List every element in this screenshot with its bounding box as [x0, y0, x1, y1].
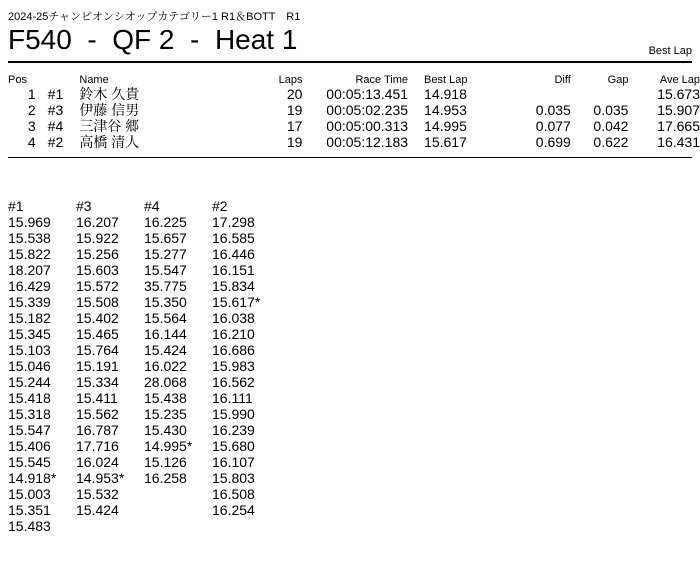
lap-time: 15.402 [76, 310, 119, 326]
cell-race-time: 00:05:13.451 [326, 86, 409, 102]
lap-time: 15.235 [144, 406, 187, 422]
lap-time: 16.225 [144, 214, 187, 230]
cell-name: 伊藤 信男 [79, 102, 140, 118]
lap-time: 15.334 [76, 374, 119, 390]
cell-pos: 3 [27, 118, 36, 134]
lap-time: 15.438 [144, 390, 187, 406]
lap-time: 15.350 [144, 294, 187, 310]
lap-column [212, 198, 280, 534]
col-race-time: Race Time [355, 74, 409, 86]
lap-time: 15.103 [8, 342, 51, 358]
cell-gap: 0.035 [593, 102, 629, 118]
cell-ave-lap: 15.673 [657, 86, 700, 102]
lap-column-header: #3 [76, 198, 92, 214]
lap-time: 15.424 [144, 342, 187, 358]
cell-number: #4 [47, 118, 64, 134]
lap-time: 15.411 [76, 390, 118, 406]
lap-time: 16.239 [212, 422, 255, 438]
lap-time: 15.803 [212, 470, 255, 486]
results-divider [8, 157, 692, 158]
cell-name: 高橋 清人 [79, 134, 140, 150]
cell-laps: 19 [286, 134, 303, 150]
lap-time: 16.254 [212, 502, 255, 518]
col-ave-lap: Ave Lap [659, 74, 700, 86]
col-gap: Gap [607, 74, 629, 86]
lap-time: 15.256 [76, 246, 119, 262]
lap-time: 16.787 [76, 422, 119, 438]
col-best-lap: Best Lap [424, 74, 468, 86]
lap-column-header: #1 [8, 198, 24, 214]
lap-time: 15.191 [76, 358, 119, 374]
page-title: F540 - QF 2 - Heat 1 [8, 24, 298, 55]
lap-time: 15.969 [8, 214, 51, 230]
cell-race-time: 00:05:12.183 [326, 134, 409, 150]
cell-race-time: 00:05:02.235 [326, 102, 409, 118]
lap-time: 16.207 [76, 214, 119, 230]
cell-best-lap: 14.918 [424, 86, 467, 102]
lap-time: 16.258 [144, 470, 187, 486]
lap-time: 16.210 [212, 326, 255, 342]
lap-time: 16.429 [8, 278, 51, 294]
lap-time: 15.182 [8, 310, 51, 326]
cell-laps: 19 [286, 102, 303, 118]
result-row [8, 134, 700, 150]
cell-ave-lap: 15.907 [657, 102, 700, 118]
lap-time: 15.562 [76, 406, 119, 422]
lap-time: 15.983 [212, 358, 255, 374]
lap-times-grid [8, 198, 280, 534]
lap-time: 15.046 [8, 358, 51, 374]
result-row [8, 86, 700, 102]
lap-time: 15.547 [144, 262, 187, 278]
lap-time: 17.716 [76, 438, 119, 454]
best-lap-caption: Best Lap [648, 45, 692, 57]
cell-ave-lap: 16.431 [657, 134, 700, 150]
cell-number: #2 [47, 134, 64, 150]
lap-time: 15.508 [76, 294, 119, 310]
cell-best-lap: 14.995 [424, 118, 467, 134]
lap-time: 15.339 [8, 294, 51, 310]
cell-laps: 20 [286, 86, 303, 102]
cell-race-time: 00:05:00.313 [326, 118, 409, 134]
lap-time: 28.068 [144, 374, 187, 390]
lap-column [76, 198, 144, 534]
lap-time: 15.564 [144, 310, 187, 326]
lap-time: 15.244 [8, 374, 51, 390]
lap-time: 16.022 [144, 358, 187, 374]
cell-best-lap: 14.953 [424, 102, 467, 118]
cell-pos: 4 [27, 134, 36, 150]
lap-time: 15.465 [76, 326, 119, 342]
lap-column-header: #4 [144, 198, 160, 214]
lap-time: 15.990 [212, 406, 255, 422]
lap-time: 15.126 [144, 454, 187, 470]
lap-time: 15.351 [8, 502, 51, 518]
lap-time: 15.680 [212, 438, 255, 454]
lap-time: 15.834 [212, 278, 255, 294]
result-row [8, 102, 700, 118]
lap-time: 15.922 [76, 230, 119, 246]
cell-diff: 0.699 [535, 134, 571, 150]
lap-time: 15.538 [8, 230, 51, 246]
cell-number: #1 [47, 86, 64, 102]
cell-best-lap: 15.617 [424, 134, 467, 150]
lap-time: 14.995* [144, 438, 193, 454]
lap-time: 16.144 [144, 326, 187, 342]
results-body [8, 86, 700, 150]
cell-gap: 0.622 [593, 134, 629, 150]
col-number [48, 72, 80, 86]
lap-time: 15.345 [8, 326, 51, 342]
lap-time: 15.424 [76, 502, 119, 518]
lap-time: 16.038 [212, 310, 255, 326]
lap-time: 16.151 [212, 262, 255, 278]
cell-diff: 0.035 [535, 102, 571, 118]
lap-time: 15.532 [76, 486, 119, 502]
col-pos: Pos [8, 74, 27, 86]
col-laps: Laps [278, 74, 303, 86]
cell-name: 鈴木 久貴 [79, 86, 140, 102]
lap-time: 15.764 [76, 342, 119, 358]
cell-gap: 0.042 [593, 118, 629, 134]
cell-laps: 17 [286, 118, 303, 134]
lap-time: 15.418 [8, 390, 51, 406]
lap-column-header: #2 [212, 198, 228, 214]
lap-time: 16.111 [212, 390, 253, 406]
lap-time: 16.562 [212, 374, 255, 390]
results-header-row [8, 72, 700, 86]
lap-time: 16.508 [212, 486, 255, 502]
cell-ave-lap: 17.665 [657, 118, 700, 134]
lap-time: 16.024 [76, 454, 119, 470]
header-divider [8, 61, 692, 63]
lap-time: 18.207 [8, 262, 51, 278]
lap-time: 14.953* [76, 470, 125, 486]
lap-time: 35.775 [144, 278, 187, 294]
lap-time: 16.446 [212, 246, 255, 262]
lap-time: 15.572 [76, 278, 119, 294]
results-table [8, 72, 700, 150]
lap-time: 15.003 [8, 486, 51, 502]
lap-time: 16.686 [212, 342, 255, 358]
lap-column [8, 198, 76, 534]
lap-time: 15.406 [8, 438, 51, 454]
lap-time: 15.822 [8, 246, 51, 262]
result-row [8, 118, 700, 134]
lap-time: 15.603 [76, 262, 119, 278]
lap-time: 15.483 [8, 518, 51, 534]
cell-pos: 2 [27, 102, 36, 118]
cell-pos: 1 [27, 86, 36, 102]
lap-time: 16.585 [212, 230, 255, 246]
event-subtitle: 2024-25チャンピオンシオップカテゴリー1 R1＆BOTT R1 [8, 11, 301, 23]
cell-diff [499, 86, 570, 102]
lap-time: 15.430 [144, 422, 187, 438]
col-name: Name [79, 74, 109, 86]
lap-time: 15.547 [8, 422, 51, 438]
cell-diff: 0.077 [535, 118, 571, 134]
lap-time: 15.657 [144, 230, 187, 246]
lap-time: 15.545 [8, 454, 51, 470]
lap-time: 15.277 [144, 246, 187, 262]
lap-column [144, 198, 212, 534]
cell-name: 三津谷 郷 [79, 118, 140, 134]
lap-time: 14.918* [8, 470, 57, 486]
lap-time: 15.318 [8, 406, 51, 422]
lap-time: 17.298 [212, 214, 255, 230]
cell-number: #3 [47, 102, 64, 118]
lap-time: 16.107 [212, 454, 255, 470]
col-diff: Diff [554, 74, 571, 86]
cell-gap [571, 86, 629, 102]
lap-time: 15.617* [212, 294, 261, 310]
